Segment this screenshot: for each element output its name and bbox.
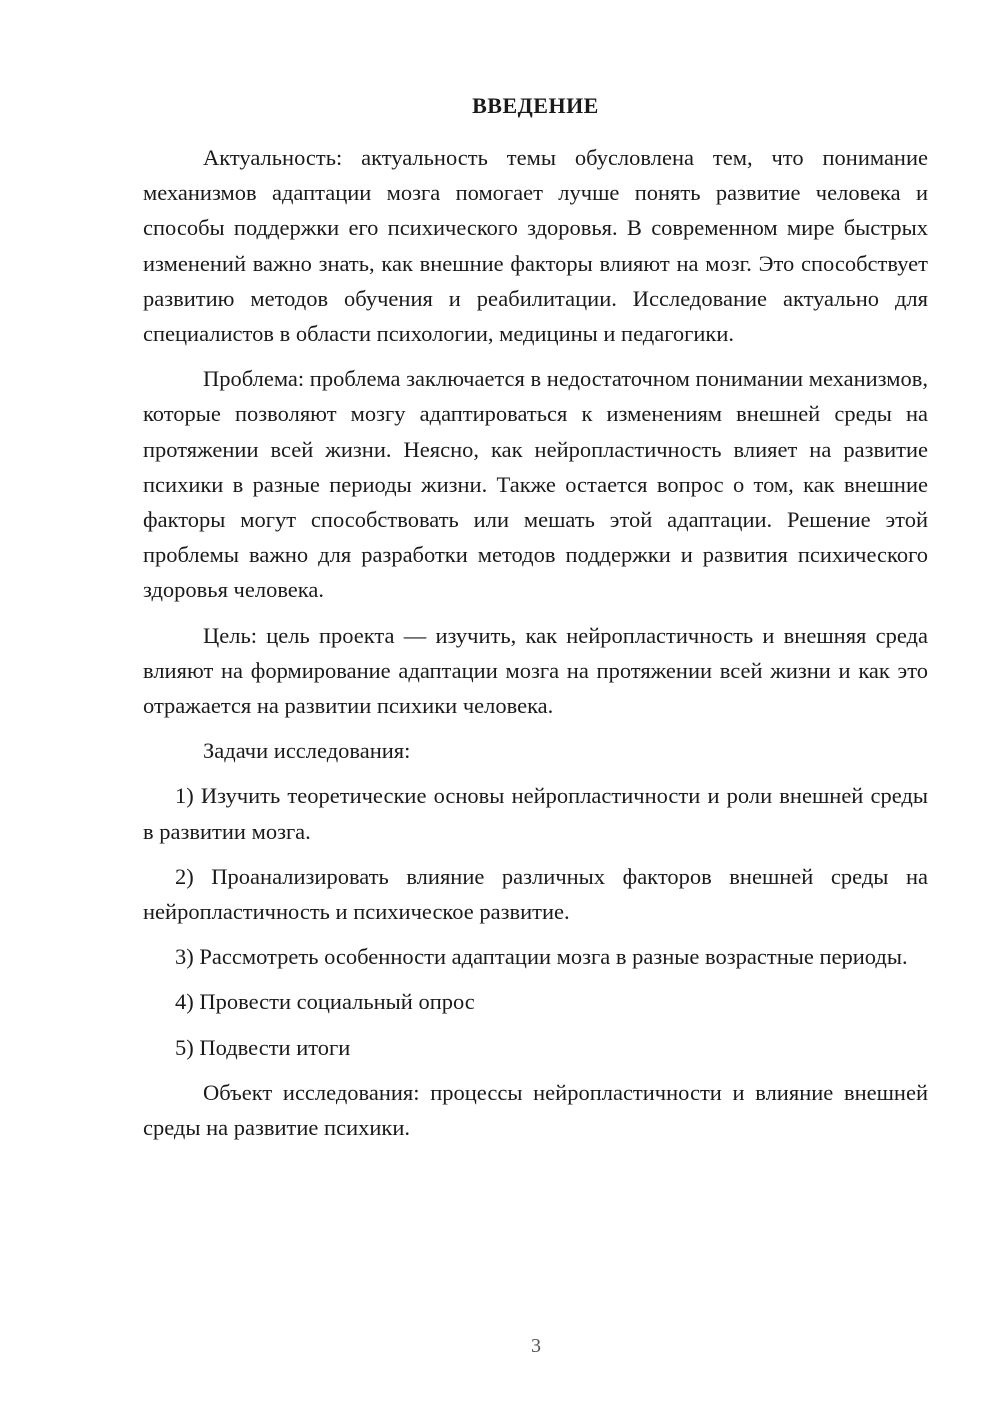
page-number: 3	[531, 1335, 541, 1357]
section-title: ВВЕДЕНИЕ	[472, 93, 599, 118]
task-item-5: 5) Подвести итоги	[175, 1034, 351, 1060]
paragraph-goal: Цель: цель проекта — изучить, как нейропластичность и внешняя среда влияют на формирование адаптации мозга на протяжении всей жизни и как это отражается на развитии психики человека.	[143, 622, 928, 719]
task-item-2: 2) Проанализировать влияние различных факторов внешней среды на нейропластичность и психическое развитие.	[143, 863, 928, 925]
task-item-1: 1) Изучить теоретические основы нейропластичности и роли внешней среды в развитии мозга.	[143, 783, 928, 844]
paragraph-relevance: Актуальность: актуальность темы обусловлена тем, что понимание механизмов адаптации мозга помогает лучше понять развитие человека и способы поддержки его психического здоровья. В современном мире быстрых изменений важно знать, как внешние факторы влияют на мозг. Это способствует развитию методов обучения и реабилитации. Исследование актуально для специалистов в области психологии, медицины и педагогики.	[143, 145, 928, 347]
tasks-heading: Задачи исследования:	[203, 738, 411, 764]
paragraph-problem: Проблема: проблема заключается в недостаточном понимании механизмов, которые позволяют мозгу адаптироваться к изменениям внешней среды на протяжении всей жизни. Неясно, как нейропластичность влияет на развитие психики в разные периоды жизни. Также остается вопрос о том, как внешние факторы могут способствовать или мешать этой адаптации. Решение этой проблемы важно для разработки методов поддержки и развития психического здоровья человека.	[143, 366, 928, 603]
document-page	[143, 92, 928, 1145]
task-item-3: 3) Рассмотреть особенности адаптации мозга в разные возрастные периоды.	[175, 944, 908, 970]
task-item-4: 4) Провести социальный опрос	[175, 989, 475, 1015]
paragraph-object: Объект исследования: процессы нейропластичности и влияние внешней среды на развитие психики.	[143, 1079, 928, 1141]
